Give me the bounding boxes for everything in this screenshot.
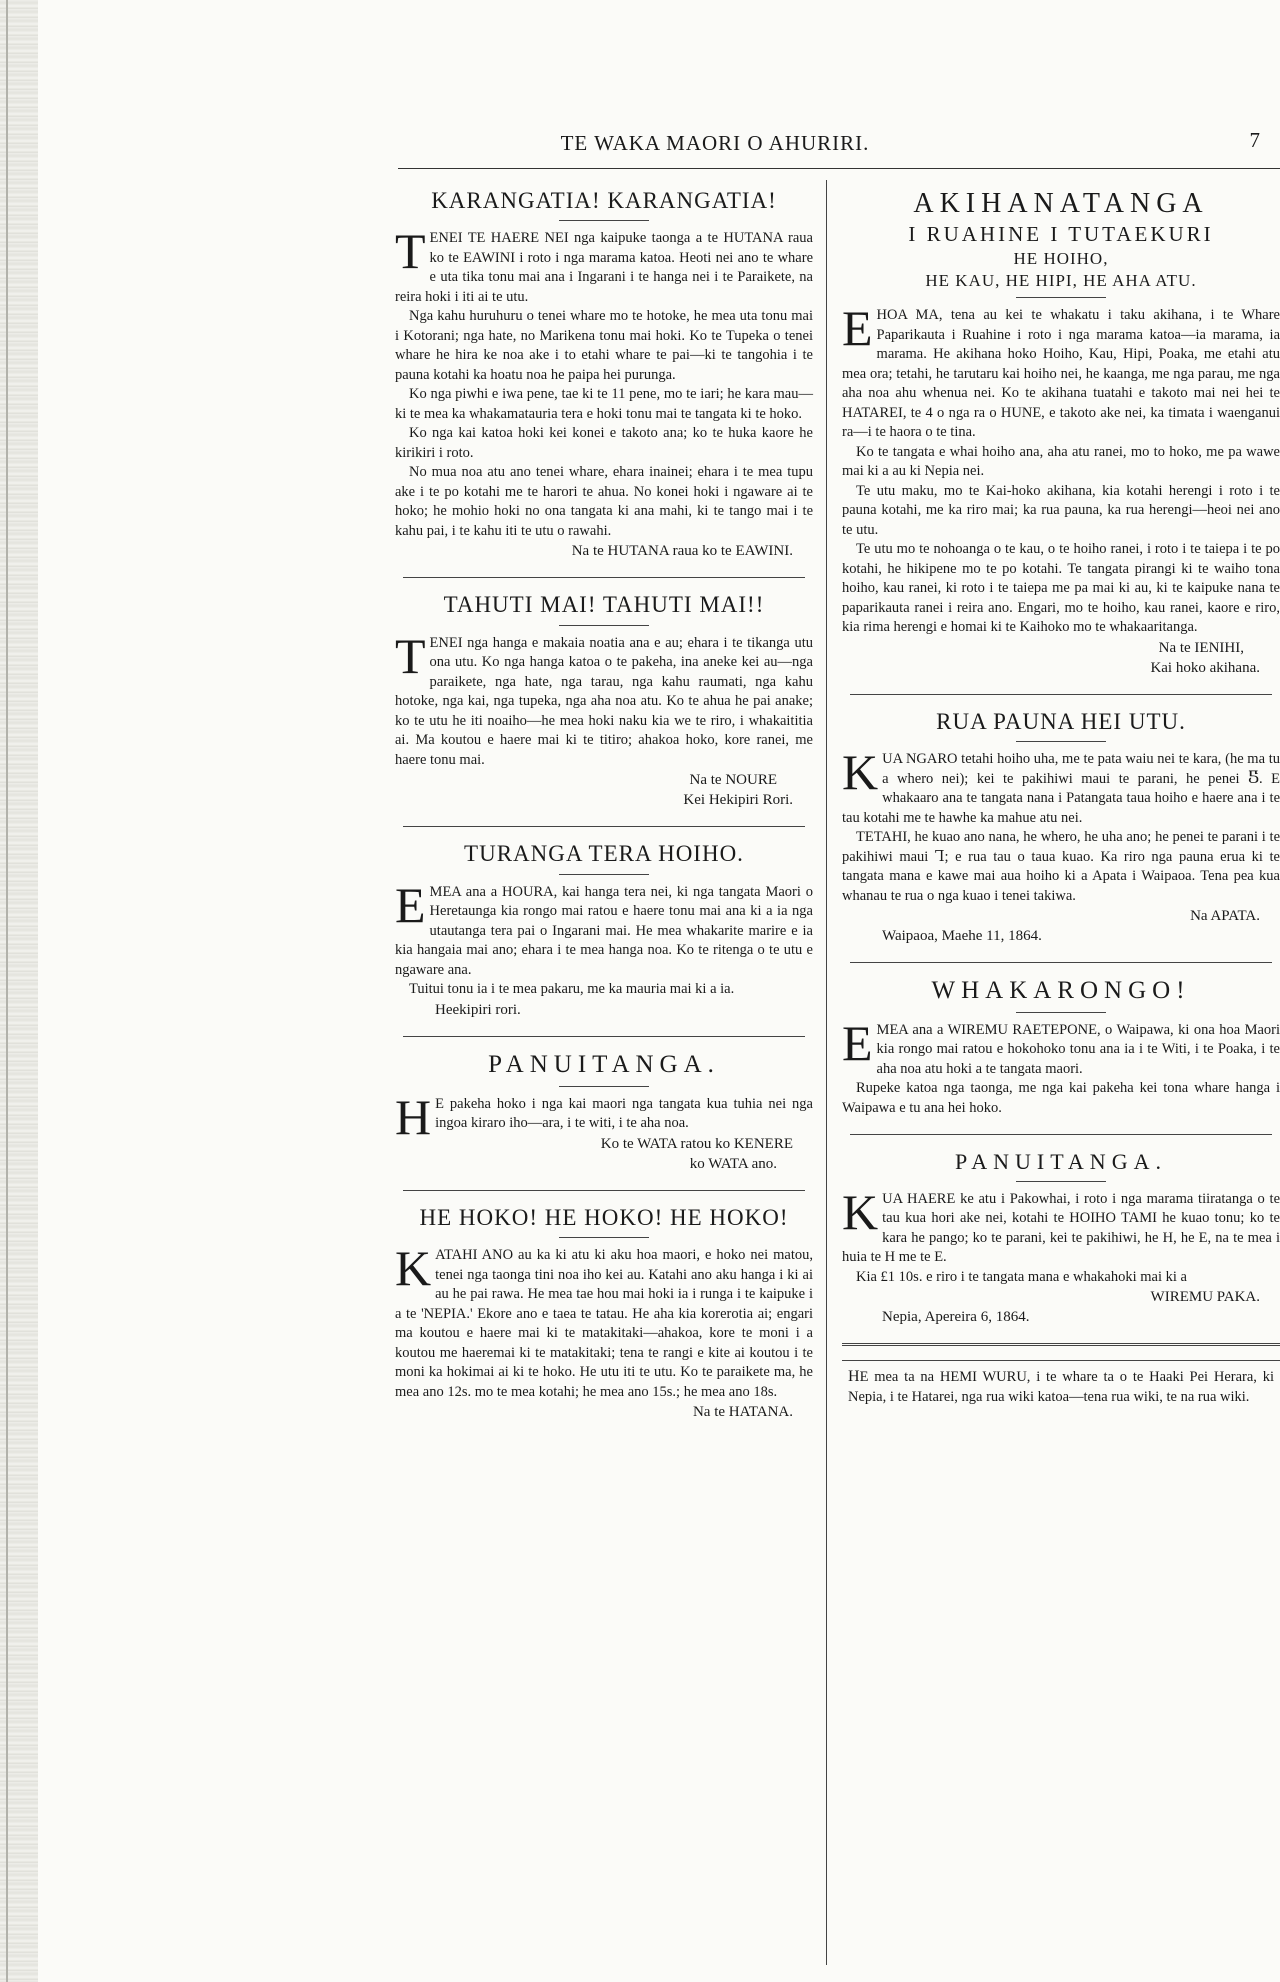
notice-paragraph: No mua noa atu ano tenei whare, ehara inainei; ehara i te mea tupu ake i te po kotahi me te harori te ahua. No konei hoki i ngaware ai te hoko; he mohio hoki no ona tangata ki ana mahi, ki te tango mai i te kahu pai, i te kahu iti te utu o rawahi.: [395, 464, 813, 539]
notice-paragraph: KATAHI ANO au ka ki atu ki aku hoa maori, e hoko nei matou, tenei nga taonga tini noa iho kei au. Katahi ano aku hanga i ki ai au he pai rawa. He mea tae hou mai hoki ia i runga i te kaipuke i a te 'NEPIA.' Ekore ano e taea te tatau. He aha kia korerotia ai; engari ma koutou e haere mai ki te matakitaki—ahakoa, kore te moni i a koutou me haeremai ki te matakitaki; tena te rangi e kite ai koutou i te moni ka hokimai ai ki te hoko. He utu iti te utu. Ko te paraikete ma, he mea ano 12s. mo te mea kotahi; he mea ano 15s.; he mea ano 18s.: [395, 1240, 813, 1400]
left-column: [395, 188, 813, 1422]
notice-karangatia: [395, 188, 813, 561]
column-rule: [826, 180, 827, 1965]
notice-title: WHAKARONGO!: [931, 977, 1191, 1005]
notice-paragraph: Ko nga piwhi e iwa pene, tae ki te 11 pene, mo te iari; he kara mau—ki te mea ka whakamatauria tera e hoki tonu mai te tangata ki te hoko.: [395, 386, 813, 422]
notice-subtitle: I RUAHINE I TUTAEKURI: [908, 222, 1214, 247]
notice-title: PANUITANGA.: [955, 1149, 1167, 1175]
page-binding-edge: [0, 0, 38, 1982]
notice-signature: Na te HATANA.: [692, 1404, 793, 1420]
notice-paragraph: EHOA MA, tena au kei te whakatu i taku akihana, i te Whare Paparikauta i Ruahine i roto i nga marama katoa—ia marama, ia marama. He akihana hoko Hoiho, Kau, Hipi, Poaka, me etahi atu mea ora; tetahi, he tarutaru kai hoiho nei, he kaanga, me nga parau, me nga aha noa ahu whenua nei. Ko te akihana tuatahi e takoto mai nei hei te HATAREI, te 4 o nga ra o HUNE, e takoto ake nei, ka timata i waenganui ra—i te haora o te tina.: [842, 300, 1280, 441]
notice-paragraph: EMEA ana a HOURA, kai hanga tera nei, ki nga tangata Maori o Heretaunga kia rongo mai ratou e haere tonu mai ana ki a ia nga utautanga tera pai o Ingarani mai. He mea whakarite marire e ia kia hangaia mai ano; ehara i te mea hanga noa. Ko te ritenga o te utu e ngaware ana.: [395, 876, 813, 978]
notice-signature: Na APATA.: [1190, 908, 1260, 925]
section-rule: [403, 1190, 805, 1191]
notice-title: TURANGA TERA HOIHO.: [464, 841, 744, 867]
notice-signature-line-2: ko WATA ano.: [689, 1155, 777, 1172]
notice-paragraph: Rupeke katoa nga taonga, me nga kai pakeha kei tona whare hanga i Waipawa e tu ana hei hoko.: [842, 1080, 1280, 1116]
imprint-text: HE mea ta na HEMI WURU, i te whare ta o te Haaki Pei Herara, ki Nepia, i te Hatarei, nga rua wiki katoa—tena rua wiki, te na rua wiki.: [848, 1368, 1274, 1405]
section-rule: [850, 1134, 1272, 1135]
notice-paragraph: KUA HAERE ke atu i Pakowhai, i roto i nga marama tiiratanga o te tau kua hori ake nei, kotahi te HOIHO TAMI he kuao tonu; ko te kara he pango; ko te parani, kei te pakihiwi, he H, he E, na te mea i huia te H me te E.: [842, 1183, 1280, 1266]
section-rule: [403, 577, 805, 578]
title-rule: [1016, 297, 1106, 298]
notice-signature: Na te IENIHI,: [1158, 639, 1244, 656]
section-rule: [403, 826, 805, 827]
notice-title: KARANGATIA! KARANGATIA!: [431, 188, 777, 213]
page-number: 7: [1249, 128, 1260, 152]
imprint-box: [842, 1360, 1280, 1407]
notice-paragraph: Te utu mo te nohoanga o te kau, o te hoiho ranei, i roto i te taiepa i te po kotahi, he hikipene mo te po kotahi. Te tangata pirangi ki te waiho tona hoiho, kau ranei, ki roto i te taiepa me pa mai ki au, ki te kaipuke nana te paparikauta ranei i reira ano. Engari, mo te hoiho, kau ranei, kaore e riro, kia rima herengi e homai ki te Kaihoko mo te whakaaritanga.: [842, 541, 1280, 636]
notice-signature: Heekipiri rori.: [435, 1001, 521, 1018]
notice-title: RUA PAUNA HEI UTU.: [936, 708, 1186, 734]
running-title: TE WAKA MAORI O AHURIRI.: [560, 131, 870, 155]
notice-turanga: [395, 841, 813, 1019]
notice-paragraph: HE pakeha hoko i nga kai maori nga tangata kua tuhia nei nga ingoa kiraro iho—ara, i te witi, i te aha noa.: [395, 1088, 813, 1145]
right-column: [842, 188, 1280, 1407]
notice-place-date: Waipaoa, Maehe 11, 1864.: [882, 928, 1042, 945]
notice-signature: Na te HUTANA raua ko te EAWINI.: [571, 543, 793, 560]
notice-paragraph: TENEI TE HAERE NEI nga kaipuke taonga a te HUTANA raua ko te EAWINI i roto i nga marama katoa. Heoti nei ano te whare e uta tika tonu mai ana i Ingarani i te hanga nei i te Paraikete, na reira hoki i iti ai te utu.: [395, 223, 813, 305]
notice-whakarongo: [842, 977, 1280, 1118]
title-rule: [559, 220, 649, 221]
header-rule: [398, 168, 1280, 169]
notice-title: HE HOKO! HE HOKO! HE HOKO!: [419, 1204, 789, 1230]
notice-paragraph: KUA NGARO tetahi hoiho uha, me te pata waiu nei te kara, (he ma tu a whero nei); kei te pakihiwi maui te parani, he penei Ⴝ. E whakaaro ana te tangata nana i Patangata taua hoiho e haere ana i te tau kotahi me te hawhe ka mahue atu nei.: [842, 744, 1280, 826]
title-rule: [559, 1237, 649, 1238]
notice-paragraph: Nga kahu huruhuru o tenei whare mo te hotoke, he mea uta tonu mai i Kotorani; nga hate, no Marikena tonu mai hoki. Ko te Tupeka o tenei whare he hira ke noa ake i to etahi whare te pai—ki te tangohia i te pauna kotahi ka hoatu noa he paipa hei purunga.: [395, 308, 813, 383]
notice-paragraph: Ko te tangata e whai hoiho ana, aha atu ranei, mo to hoko, me pa wawe mai ki a au ki Nepia nei.: [842, 443, 1280, 480]
notice-signature-place: Kei Hekipiri Rori.: [683, 792, 793, 809]
notice-he-hoko: [395, 1205, 813, 1422]
notice-paragraph: Tuitui tonu ia i te mea pakaru, me ka mauria mai ki a ia.: [409, 981, 735, 998]
notice-paragraph: Te utu maku, mo te Kai-hoko akihana, kia kotahi herengi i roto i te pauna kotahi, me ka riro mai; ka rua pauna, ka rua herengi—heoi nei ano te utu.: [842, 482, 1280, 538]
section-rule: [850, 962, 1272, 963]
title-rule: [1016, 1012, 1106, 1013]
notice-rua-pauna: [842, 709, 1280, 946]
notice-panuitanga-1: [395, 1051, 813, 1174]
notice-paragraph: TENEI nga hanga e makaia noatia ana e au; ehara i te tikanga utu ona utu. Ko nga hanga katoa o te pakeha, ina aneke kei au—nga paraikete, nga hate, nga tarau, nga kahu raumati, nga kahu hotoke, nga kai, nga tupeka, nga aha noa atu. Ko te ahua he pai anake; ko te utu he iti noaiho—he mea hoki naku kia we te riro, i whakaititia ai. Ma koutou e haere mai ki te titiro; ahakoa hoko, kore ranei, me haere tonu mai.: [395, 627, 813, 768]
title-rule: [1016, 1181, 1106, 1182]
notice-tahuti: [395, 592, 813, 810]
notice-paragraph: Ko nga kai katoa hoki kei konei e takoto ana; ko te huka kaore he kirikiri i roto.: [395, 425, 813, 461]
notice-paragraph: TETAHI, he kuao ano nana, he whero, he uha ano; he penei te parani i te pakihiwi maui Ꞁ; e rua tau o taua kuao. Ka riro nga pauna erua ki te tangata mana e kawe mai aua hoiho ki a Apata i Waipaoa. Tena pea kua whanau te rua o nga kuao i tenei takiwa.: [842, 829, 1280, 904]
notice-paragraph: Kia £1 10s. e riro i te tangata mana e whakahoki mai ki a: [856, 1268, 1187, 1285]
notice-title: PANUITANGA.: [488, 1050, 720, 1078]
section-rule: [403, 1036, 805, 1037]
notice-title: AKIHANATANGA: [913, 188, 1209, 219]
notice-place-date: Nepia, Apereira 6, 1864.: [882, 1309, 1030, 1326]
notice-title: TAHUTI MAI! TAHUTI MAI!!: [443, 592, 765, 618]
section-rule: [850, 694, 1272, 695]
imprint-rule: [842, 1343, 1280, 1346]
notice-signature: Ko te WATA ratou ko KENERE: [600, 1135, 793, 1152]
notice-signature-line-2: Kai hoko akihana.: [1150, 659, 1260, 676]
title-rule: [559, 625, 649, 626]
notice-paragraph: EMEA ana a WIREMU RAETEPONE, o Waipawa, ki ona hoa Maori kia rongo mai ratou e hokohoko tonu ana ia i te Witi, i te Poaka, i te aha noa atu hoki a te tangata maori.: [842, 1014, 1280, 1077]
title-rule: [559, 1086, 649, 1087]
title-rule: [1016, 741, 1106, 742]
notice-panuitanga-2: [842, 1149, 1280, 1327]
notice-signature: Na te NOURE: [689, 772, 777, 789]
notice-signature: WIREMU PAKA.: [1150, 1289, 1260, 1306]
notice-subtitle-2: HE HOIHO,: [1013, 249, 1109, 269]
notice-akihanatanga: [842, 188, 1280, 678]
notice-subtitle-3: HE KAU, HE HIPI, HE AHA ATU.: [925, 271, 1197, 291]
title-rule: [559, 874, 649, 875]
